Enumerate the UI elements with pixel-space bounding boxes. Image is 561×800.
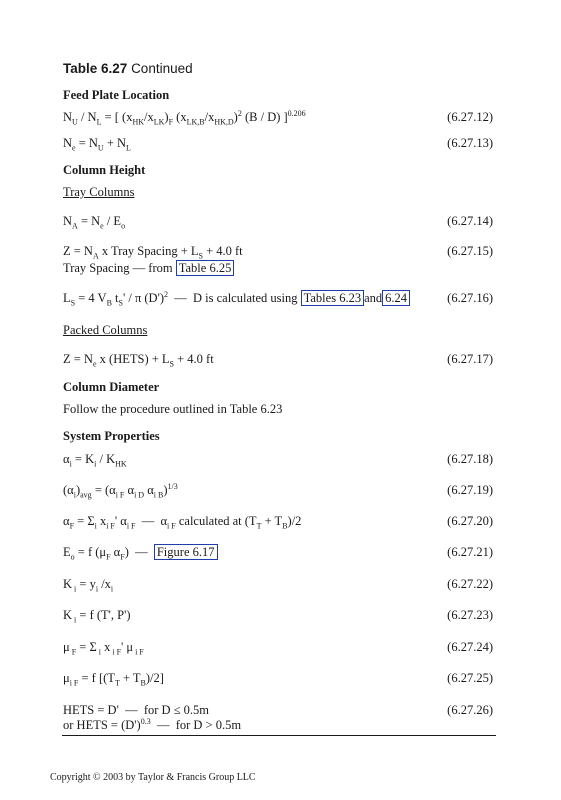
equation-6-27-19: $(\alpha_i)_{avg} = (\alpha_{i F}$ $\alpha_{i D}$ $\alpha_{i B})^{1/3}$: [63, 481, 178, 500]
equation-number: (6.27.24): [447, 640, 493, 654]
d-calc-text: D is calculated using: [193, 291, 298, 305]
figure-6-17-link[interactable]: Figure 6.17: [154, 544, 218, 560]
equation-number: (6.27.12): [447, 110, 493, 124]
tray-spacing-note: [63, 261, 234, 276]
and-text: and: [364, 291, 383, 305]
table-title: [63, 61, 193, 76]
subsection-packed-columns: Packed Columns: [63, 323, 148, 337]
equation-number: (6.27.25): [447, 671, 493, 685]
equation-number: (6.27.26): [447, 703, 493, 717]
copyright-footer: Copyright © 2003 by Taylor & Francis Group LLC: [50, 772, 256, 783]
equation-6-27-18: $\alpha_i = K_i / K_{HK}$: [63, 452, 127, 469]
equation-6-27-14: $N_A = N_e / E_o$: [63, 214, 126, 231]
subsection-tray-columns: Tray Columns: [63, 185, 135, 199]
table-6-25-link[interactable]: Table 6.25: [176, 260, 235, 276]
equation-6-27-15: $Z = N_A$ x Tray Spacing + $L_S + 4.0$ ft: [63, 244, 243, 261]
equation-number: (6.27.13): [447, 136, 493, 150]
equation-6-27-16: $L_S = 4$ $V_B$ $t_S'$ / π $(D')^2$ — D is calculated using Tables 6.23 and 6.24: [63, 291, 410, 306]
equation-number: (6.27.15): [447, 244, 493, 258]
equation-6-27-25: $\mu_{i F} = f$ $[(T_T + T_B)/2]$: [63, 671, 164, 688]
section-system-properties: System Properties: [63, 429, 160, 443]
equation-6-27-21: $E_o = f$ ($\mu_F$ $\alpha_F$) — Figure 6.17: [63, 545, 218, 560]
equation-number: (6.27.21): [447, 545, 493, 559]
equation-6-27-22: K $_i = y_i$ $/x_i$: [63, 577, 114, 594]
tray-spacing-text: Tray Spacing — from: [63, 261, 173, 275]
section-column-diameter: Column Diameter: [63, 380, 160, 394]
equation-number: (6.27.22): [447, 577, 493, 591]
equation-number: (6.27.23): [447, 608, 493, 622]
equation-number: (6.27.18): [447, 452, 493, 466]
table-continued: Continued: [131, 61, 193, 76]
table-label: Table 6.27: [63, 61, 128, 76]
equation-number: (6.27.14): [447, 214, 493, 228]
equation-6-27-23: K $_i$ = f (T', P'): [63, 608, 131, 625]
table-bottom-rule: [62, 735, 496, 736]
equation-6-27-20: $\alpha_F = \Sigma_i$ $x_{i F}'$ $\alpha_{i F}$ — $\alpha_{i F}$ calculated at $(T_T + T_B)/2$: [63, 514, 302, 531]
equation-number: (6.27.16): [447, 291, 493, 305]
table-6-24-link[interactable]: 6.24: [382, 290, 410, 306]
section-column-height: Column Height: [63, 163, 146, 177]
equation-6-27-26-alt: or HETS = $(D')^{0.3}$ — for D > 0.5m: [63, 716, 242, 732]
for-gt-text: for D > 0.5m: [175, 718, 242, 732]
diameter-procedure-text: Follow the procedure outlined in Table 6.23: [63, 402, 283, 416]
equation-6-27-12: $N_U / N_L$ = [ $(x_{HK}/x_{LK})_F$ $(x_{LK,B}/x_{HK,D})^2$ (B / D) ]$^{0.206}$: [63, 108, 306, 127]
section-feed-plate: Feed Plate Location: [63, 88, 170, 102]
equation-6-27-26: HETS = D' — for D ≤ 0.5m: [63, 703, 210, 717]
alpha-calc-text: calculated at (T: [178, 514, 257, 528]
equation-number: (6.27.20): [447, 514, 493, 528]
equation-6-27-24: μ $_F$ = Σ $_i$ x $_{i F}$' μ $_{i F}$: [63, 640, 144, 657]
tables-6-23-link[interactable]: Tables 6.23: [301, 290, 364, 306]
equation-6-27-13: $N_e = N_U + N_L$: [63, 136, 131, 153]
equation-number: (6.27.19): [447, 483, 493, 497]
equation-number: (6.27.17): [447, 352, 493, 366]
equation-6-27-17: $Z = N_e$ x (HETS) + $L_S + 4.0$ ft: [63, 352, 214, 369]
for-le-text: for D ≤ 0.5m: [143, 703, 210, 717]
